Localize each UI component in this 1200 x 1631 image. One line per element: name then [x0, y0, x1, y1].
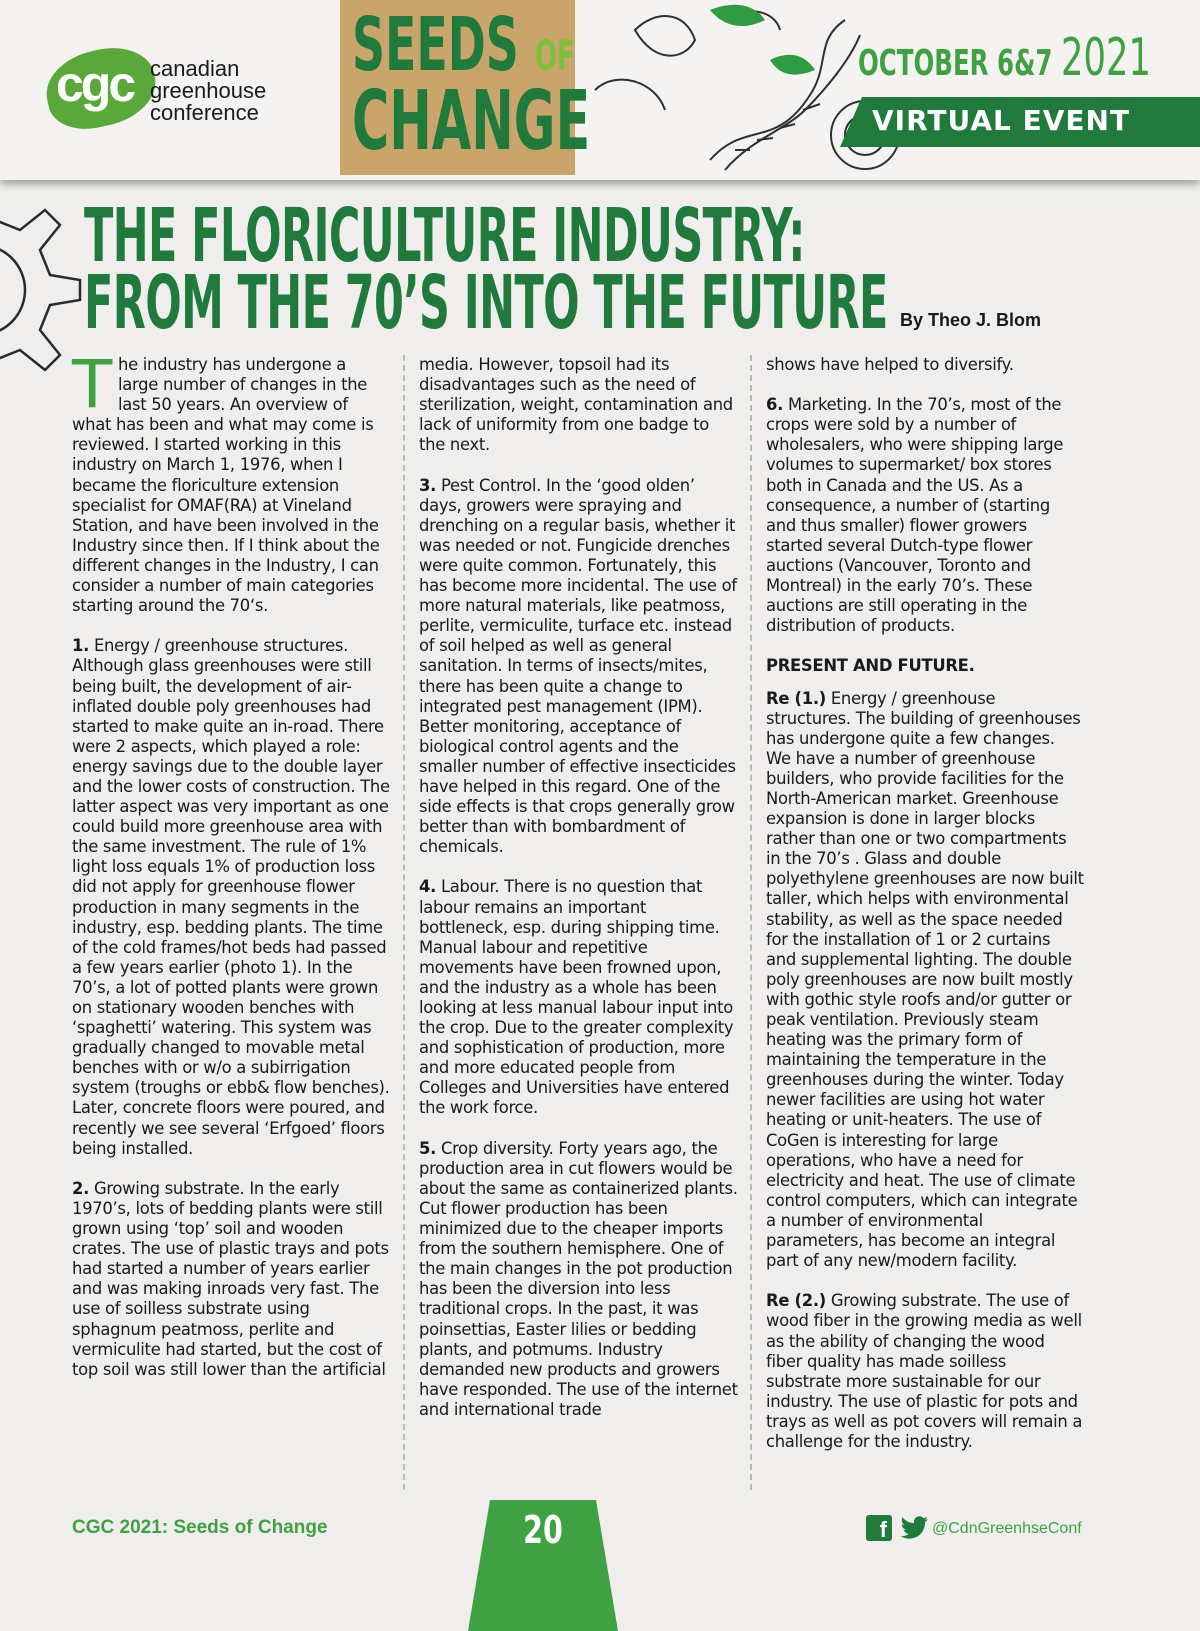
article-column-3	[766, 355, 1084, 1472]
column-divider	[750, 355, 752, 1490]
drop-cap: T	[72, 346, 113, 423]
event-date-days: OCTOBER 6&7	[858, 43, 1053, 84]
header-banner	[0, 0, 1200, 180]
leaf-icon	[710, 5, 815, 75]
virtual-event-label: VIRTUAL EVENT	[872, 104, 1131, 137]
article-title-line-1: THE FLORICULTURE INDUSTRY:	[84, 193, 805, 279]
paragraph-number: 6.	[766, 395, 784, 415]
paragraph-text: Pest Control. In the ‘good olden’ days, growers were spraying and drenching on a regular basis, whether it was needed or not. Fungicide drenches were quite common. Fortunately, this has become more incidental. The use of more natural materials, like peatmoss, perlite, vermiculite, turface etc. instead of soil helped as well as general sanitation. In terms of insects/mites, there has been quite a change to integrated pest management (IPM). Better monitoring, acceptance of biological control agents and the smaller number of effective insecticides have helped in this regard. One of the side effects is that crops generally grow better than with bombardment of chemicals.	[419, 475, 737, 857]
paragraph-text: Energy / greenhouse structures. Although glass greenhouses were still being built, the development of air-inflated double poly greenhouses had started to make quite an in-road. There were 2 aspects, which played a role: energy savings due to the double layer and the lower costs of construction. The latter aspect was very important as one could build more greenhouse area with the same investment. The rule of 1% light loss equals 1% of production loss did not apply for greenhouse flower production in many segments in the industry, esp. bedding plants. The time of the cold frames/hot beds had passed a few years earlier (photo 1). In the 70’s, a lot of potted plants were grown on stationary wooden benches with ‘spaghetti’ watering. This system was gradually changed to movable metal benches with or w/o a subirrigation system (troughs or ebb& flow benches). Later, concrete floors were poured, and recently we see several ‘Erfgoed’ floors being installed.	[72, 636, 390, 1158]
paragraph-re-energy	[766, 689, 1084, 1272]
paragraph-number: 1.	[72, 636, 90, 656]
social-handle[interactable]: @CdnGreenhseConf	[932, 1520, 1082, 1537]
paragraph-crop-diversity-continued: shows have helped to diversify.	[766, 355, 1014, 374]
paragraph-number: 3.	[419, 475, 437, 495]
logo-letters: cgc	[56, 56, 134, 112]
byline: By Theo J. Blom	[900, 310, 1042, 330]
paragraph-text: Energy / greenhouse structures. The building of greenhouses has undergone quite a few changes. We have a number of greenhouse builders, who provide facilities for the North-American market. Greenhouse expansion is done in larger blocks rather than one or two compartments in the 70’s . Glass and double polyethylene greenhouses are now built taller, which helps with environmental stability, as well as the space needed for the installation of 1 or 2 curtains and supplemental lighting. The double poly greenhouses are now built mostly with gothic style roofs and/or gutter or peak ventilation. Previously steam heating was the primary form of maintaining the temperature in the greenhouses during the winter. Today newer facilities are using hot water heating or unit-heaters. The use of CoGen is interesting for large operations, who have a need for electricity and heat. The use of climate control computers, which can integrate a number of environmental parameters, has become an integral part of any new/modern facility.	[766, 688, 1084, 1271]
section-heading: PRESENT AND FUTURE.	[766, 656, 975, 676]
paragraph-re-substrate	[766, 1291, 1084, 1452]
logo-name-line-3: conference	[150, 100, 259, 125]
tag-seeds: SEEDS	[352, 2, 519, 88]
column-divider	[403, 355, 405, 1490]
paragraph-energy	[72, 636, 390, 1158]
paragraph-label: Re (1.)	[766, 688, 826, 708]
paragraph-number: 4.	[419, 877, 437, 897]
paragraph-label: Re (2.)	[766, 1291, 826, 1311]
facebook-icon[interactable]: f	[866, 1515, 892, 1541]
event-date	[858, 28, 1151, 88]
article-column-2	[419, 355, 739, 1440]
twitter-icon[interactable]	[900, 1514, 930, 1542]
paragraph-substrate-continued: media. However, topsoil had its disadvantages such as the need of sterilization, weight, contamination and lack of uniformity from one badge to the next.	[419, 355, 733, 455]
tag-line-change: CHANGE	[352, 74, 591, 169]
paragraph-text: Labour. There is no question that labour remains an important bottleneck, esp. during shipping time. Manual labour and repetitive movements have been frowned upon, and the industry as a whole has been looking at less manual labour input into the crop. Due to the greater complexity and sophistication of production, more and more educated people from Colleges and Universities have entered the work force.	[419, 877, 734, 1118]
dna-flower-illustration	[575, 0, 905, 180]
event-year: 2021	[1060, 28, 1151, 88]
dna-icon	[710, 20, 860, 170]
paragraph-crop-diversity	[419, 1139, 739, 1420]
paragraph-pest-control	[419, 476, 739, 858]
paragraph-text: Growing substrate. The use of wood fiber in the growing media as well as the ability of changing the wood fiber quality has made soilless substrate more sustainable for our industry. The use of plastic for pots and trays as well as pot covers will remain a challenge for the industry.	[766, 1291, 1083, 1451]
paragraph-number: 2.	[72, 1178, 90, 1198]
paragraph-number: 5.	[419, 1138, 437, 1158]
footer-publication: CGC 2021: Seeds of Change	[72, 1517, 328, 1538]
paragraph-text: Growing substrate. In the early 1970’s, lots of bedding plants were still grown using ‘top’ soil and wooden crates. The use of plastic trays and pots had started a number of years earlier and was making inroads very fast. The use of soilless substrate using sphagnum peatmoss, perlite and vermiculite had started, but the cost of top soil was still lower than the artificial	[72, 1178, 389, 1379]
logo-name	[150, 58, 310, 124]
article-title-line-2: FROM THE 70’S INTO THE FUTURE	[84, 260, 888, 346]
intro-paragraph	[72, 346, 390, 616]
intro-text: he industry has undergone a large number of changes in the last 50 years. An overview of what has been and what may come is reviewed. I started working in this industry on March 1, 1976, when I became the floriculture extension specialist for OMAF(RA) at Vineland Station, and have been involved in the Industry since then. If I think about the different changes in the Industry, I can consider a number of main categories starting around the 70‘s.	[72, 355, 380, 616]
tag-of: OF	[534, 31, 575, 80]
logo-name-line-1: canadian	[150, 56, 240, 81]
paragraph-marketing	[766, 395, 1084, 636]
logo-name-line-2: greenhouse	[150, 78, 267, 103]
paragraph-text: Crop diversity. Forty years ago, the production area in cut flowers would be about the same as containerized plants. Cut flower production has been minimized due to the cheaper imports from the southern hemisphere. One of the main changes in the pot production has been the diversion into less traditional crops. In the past, it was poinsettias, Easter lilies or bedding plants, and potmums. Industry demanded new products and growers have responded. The use of the internet and international trade	[419, 1138, 738, 1419]
paragraph-substrate	[72, 1179, 390, 1380]
article-column-1	[72, 346, 390, 1400]
paragraph-text: Marketing. In the 70’s, most of the crops were sold by a number of wholesalers, who were shipping large volumes to supermarket/ box stores both in Canada and the US. As a consequence, a number of (starting and thus smaller) flower growers started several Dutch-type flower auctions (Vancouver, Toronto and Montreal) in the early 70’s. These auctions are still operating in the distribution of products.	[766, 395, 1064, 636]
paragraph-labour	[419, 877, 739, 1118]
page-number: 20	[523, 1508, 563, 1552]
